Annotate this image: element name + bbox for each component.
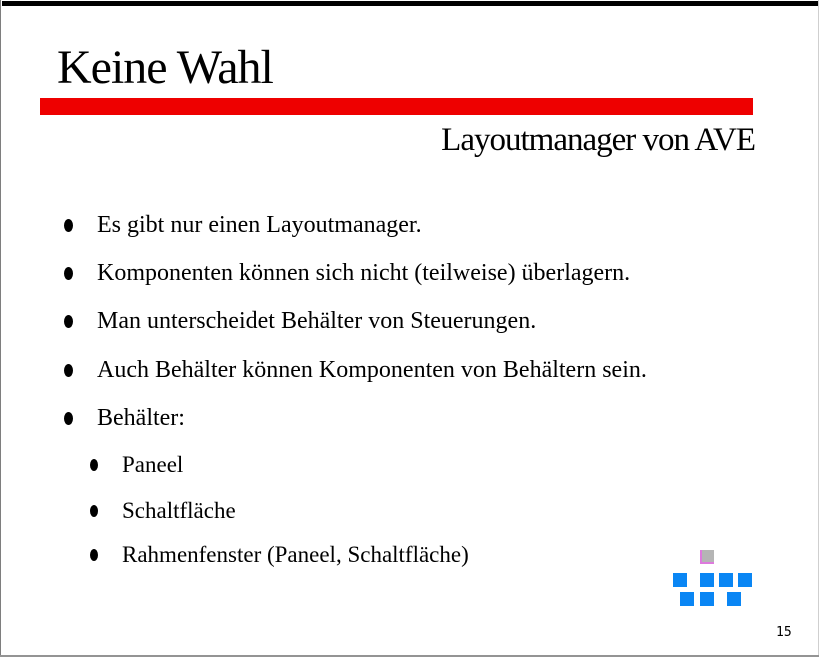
logo-blue-square — [719, 573, 733, 587]
bullet-text: Paneel — [122, 452, 184, 477]
slide-subtitle: Layoutmanager von AVE — [441, 122, 755, 158]
logo-gray-square — [700, 550, 714, 564]
squares-logo — [670, 548, 755, 608]
bullet-item — [64, 306, 536, 336]
bullet-item — [64, 258, 630, 288]
logo-blue-square — [680, 592, 694, 606]
bullet-item — [90, 540, 469, 570]
bullet-icon — [64, 315, 73, 328]
page-number: 15 — [776, 625, 792, 640]
bullet-text: Es gibt nur einen Layoutmanager. — [97, 212, 422, 238]
logo-blue-square — [700, 592, 714, 606]
accent-bar — [40, 98, 753, 115]
bullet-icon — [64, 219, 73, 232]
logo-blue-square — [727, 592, 741, 606]
bullet-icon — [64, 364, 73, 377]
top-border-bar — [2, 1, 819, 6]
logo-blue-square — [673, 573, 687, 587]
bullet-text: Schaltfläche — [122, 498, 236, 523]
bullet-icon — [90, 459, 98, 471]
bullet-icon — [64, 412, 73, 425]
bullet-item — [90, 496, 236, 526]
logo-blue-square — [738, 573, 752, 587]
bullet-text: Man unterscheidet Behälter von Steuerungen. — [97, 308, 537, 334]
bullet-text: Auch Behälter können Komponenten von Behältern sein. — [97, 357, 647, 383]
bullet-icon — [90, 549, 98, 561]
left-border-line — [0, 0, 1, 657]
bullet-text: Komponenten können sich nicht (teilweise) überlagern. — [97, 260, 631, 286]
bullet-icon — [64, 267, 73, 280]
bullet-item — [90, 450, 183, 480]
bullet-item — [64, 355, 647, 385]
bullet-text: Behälter: — [97, 405, 185, 431]
bullet-text: Rahmenfenster (Paneel, Schaltfläche) — [122, 542, 469, 567]
bullet-item — [64, 403, 185, 433]
bullet-icon — [90, 505, 98, 517]
logo-blue-square — [700, 573, 714, 587]
bullet-item — [64, 210, 422, 240]
slide-title: Keine Wahl — [57, 41, 273, 94]
